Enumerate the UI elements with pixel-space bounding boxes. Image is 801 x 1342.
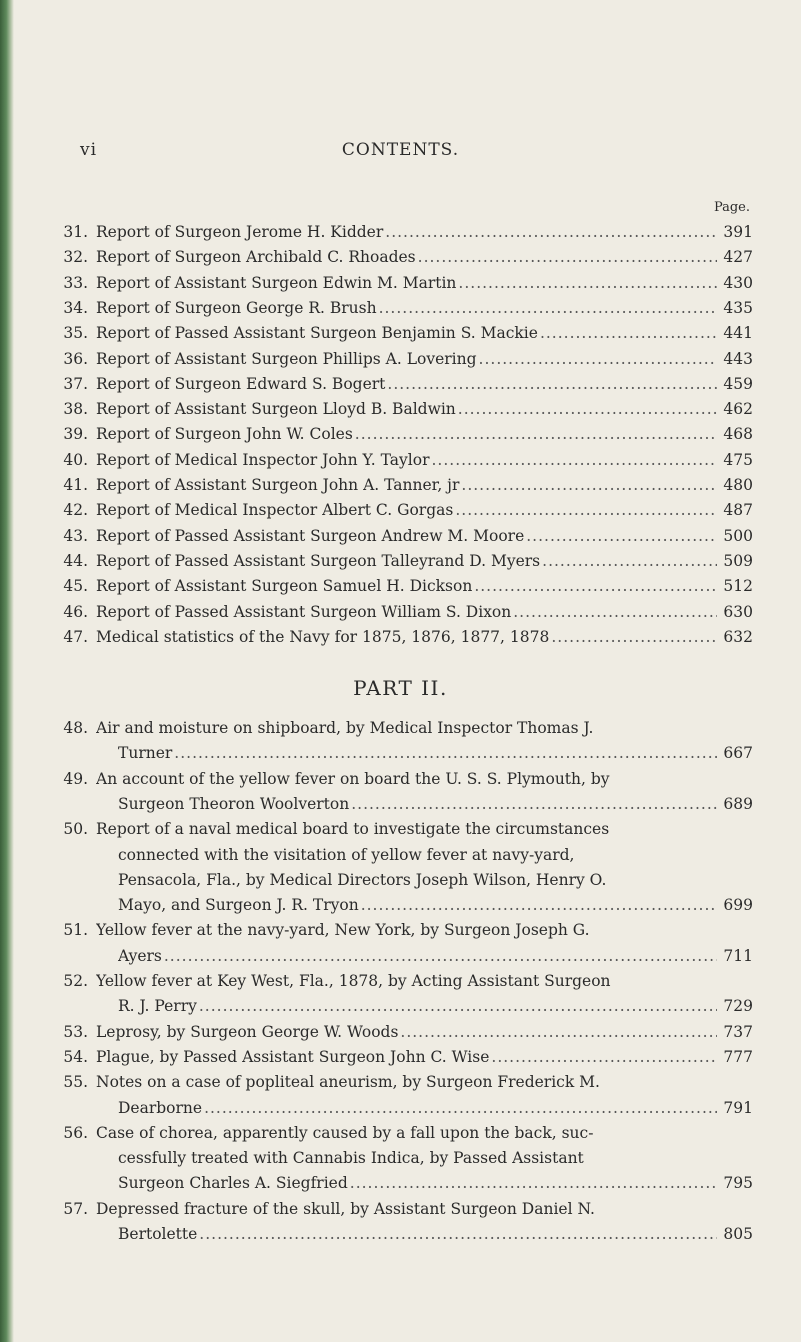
entry-number: 39. [63,425,88,444]
dot-leader [355,422,717,446]
entry-number: 44. [63,551,88,570]
entry-line [96,549,753,573]
part-two-heading: PART II. [353,676,448,700]
entry-number: 34. [63,298,88,317]
entry-number: 50. [63,820,88,839]
dot-leader [540,321,717,345]
entry-page: 459 [723,374,753,393]
entry-page: 632 [723,627,753,646]
entry-page: 427 [723,248,753,267]
dot-leader [164,944,717,968]
entry-title: Plague, by Passed Assistant Surgeon John C. Wise [96,1047,490,1066]
entry-title: Dearborne [118,1098,203,1117]
toc-entry-continuation [0,792,801,816]
entry-title: Report of Surgeon John W. Coles [96,425,353,444]
toc-entry [0,220,801,244]
entry-number: 36. [63,349,88,368]
toc-entry [0,372,801,396]
entry-title: Surgeon Theoron Woolverton [118,794,350,813]
entry-page: 791 [723,1098,753,1117]
toc-entry [0,296,801,320]
toc-entry [0,918,801,942]
entry-line [118,868,753,892]
entry-line [96,574,753,598]
entry-number: 31. [63,223,88,241]
entry-title: Report of Assistant Surgeon Phillips A. Lovering [96,349,477,368]
dot-leader [350,1171,717,1195]
entry-title: Surgeon Charles A. Siegfried [118,1174,348,1193]
entry-title: Ayers [118,946,162,965]
toc-entry [0,1070,801,1094]
entry-page: 441 [723,324,753,343]
entry-page: 689 [723,794,753,813]
entry-title: Pensacola, Fla., by Medical Directors Joseph Wilson, Henry O. [118,870,607,889]
entry-page: 475 [723,450,753,469]
entry-title: Report of Assistant Surgeon John A. Tanner, jr [96,476,460,494]
toc-entry-continuation [0,1146,801,1170]
entry-title: Mayo, and Surgeon J. R. Tryon [118,896,359,915]
entry-line [96,1121,753,1145]
entry-line [96,817,753,841]
entry-title: Depressed fracture of the skull, by Assistant Surgeon Daniel N. [96,1199,595,1218]
dot-leader [455,498,717,522]
entry-title: An account of the yellow fever on board the U. S. S. Plymouth, by [96,769,610,788]
entry-line [96,245,753,269]
entry-number: 41. [63,476,88,494]
entry-number: 55. [63,1073,88,1092]
toc-entry [0,422,801,446]
entry-line [96,716,753,740]
page-column-label: Page. [713,200,750,215]
entry-title: Yellow fever at the navy-yard, New York, by Surgeon Joseph G. [96,921,590,940]
entry-title: Report of Surgeon Jerome H. Kidder [96,223,384,241]
dot-leader [204,1096,717,1120]
toc-entry-continuation [0,1171,801,1195]
entry-number: 57. [63,1199,88,1218]
entry-number: 42. [63,501,88,520]
dot-leader [199,994,717,1018]
toc-entry [0,321,801,345]
entry-title: Report of Passed Assistant Surgeon William S. Dixon [96,602,512,621]
entry-title: Report of Passed Assistant Surgeon Benjamin S. Mackie [96,324,538,343]
entry-title: Report of Surgeon Edward S. Bogert [96,374,386,393]
entry-page: 509 [723,551,753,570]
entry-line [96,1020,753,1044]
dot-leader [431,448,717,472]
entry-line [96,321,753,345]
entry-page: 729 [723,997,753,1016]
entry-page: 391 [723,223,753,241]
entry-title: Report of a naval medical board to investigate the circumstances [96,820,610,839]
entry-page: 630 [723,602,753,621]
dot-leader [174,741,717,765]
entry-line [118,741,753,765]
entry-page: 430 [723,273,753,292]
dot-leader [491,1045,717,1069]
entry-title: Yellow fever at Key West, Fla., 1878, by Acting Assistant Surgeon [96,972,611,990]
dot-leader [400,1020,717,1044]
entry-title: Report of Surgeon Archibald C. Rhoades [96,248,416,267]
toc-entry-continuation [0,741,801,765]
dot-leader [542,549,717,573]
entry-page: 699 [723,896,753,915]
toc-entry [0,549,801,573]
entry-page: 805 [723,1225,753,1243]
page-folio: vi [80,140,98,160]
toc-entry [0,524,801,548]
entry-number: 47. [63,627,88,646]
toc-entry [0,245,801,269]
entry-title: Notes on a case of popliteal aneurism, by Surgeon Frederick M. [96,1073,600,1092]
toc-entry-continuation [0,843,801,867]
entry-number: 40. [63,450,88,469]
entry-page: 777 [723,1047,753,1066]
entry-line [96,498,753,522]
entry-number: 48. [63,719,88,737]
dot-leader [479,347,717,371]
entry-line [118,1146,753,1170]
entry-number: 33. [63,273,88,292]
entry-number: 56. [63,1123,88,1142]
toc-entry [0,1197,801,1221]
toc-entry-continuation [0,868,801,892]
entry-number: 49. [63,769,88,788]
dot-leader [385,220,717,244]
entry-number: 35. [63,324,88,343]
entry-number: 53. [63,1022,88,1041]
toc-entry [0,498,801,522]
entry-page: 435 [723,298,753,317]
entry-title: Report of Medical Inspector John Y. Taylor [96,450,430,469]
entry-title: Report of Medical Inspector Albert C. Gorgas [96,501,454,520]
dot-leader [387,372,717,396]
dot-leader [461,473,717,497]
entry-title: Leprosy, by Surgeon George W. Woods [96,1022,399,1041]
entry-line [118,1171,753,1195]
entry-line [96,372,753,396]
dot-leader [351,792,717,816]
toc-entry [0,448,801,472]
toc-entry-continuation [0,994,801,1018]
entry-page: 711 [723,946,753,965]
dot-leader [551,625,717,649]
dot-leader [474,574,717,598]
entry-page: 480 [723,476,753,494]
entry-line [96,296,753,320]
entry-number: 38. [63,400,88,419]
entry-line [96,1197,753,1221]
entry-page: 500 [723,526,753,545]
entry-page: 667 [723,744,753,763]
entry-line [96,220,753,244]
toc-entry-continuation [0,1222,801,1246]
entry-page: 487 [723,501,753,520]
toc-entry [0,600,801,624]
entry-line [118,792,753,816]
entry-number: 45. [63,577,88,596]
entry-number: 54. [63,1047,88,1066]
entry-line [96,1045,753,1069]
dot-leader [458,397,717,421]
dot-leader [361,893,717,917]
entry-line [118,1222,753,1246]
entry-page: 443 [723,349,753,368]
entry-title: Report of Assistant Surgeon Samuel H. Dickson [96,577,473,596]
entry-title: Air and moisture on shipboard, by Medical Inspector Thomas J. [96,719,594,737]
entry-title: connected with the visitation of yellow fever at navy-yard, [118,845,575,864]
entry-number: 52. [63,972,88,990]
entry-line [96,271,753,295]
entry-title: Medical statistics of the Navy for 1875, 1876, 1877, 1878 [96,627,550,646]
entry-line [96,767,753,791]
toc-entry [0,1121,801,1145]
entry-page: 512 [723,577,753,596]
entry-title: R. J. Perry [118,997,197,1016]
entry-title: Report of Assistant Surgeon Lloyd B. Baldwin [96,400,456,419]
entry-number: 32. [63,248,88,267]
toc-entry-continuation [0,893,801,917]
toc-entry [0,347,801,371]
page-header [0,140,801,170]
entry-title: Case of chorea, apparently caused by a fall upon the back, suc- [96,1123,594,1142]
entry-line [96,969,753,993]
toc-entry [0,625,801,649]
entry-title: Report of Passed Assistant Surgeon Talleyrand D. Myers [96,551,541,570]
toc-entry [0,817,801,841]
toc-entry [0,397,801,421]
entry-line [118,893,753,917]
entry-line [118,843,753,867]
dot-leader [418,245,717,269]
entry-page: 737 [723,1022,753,1041]
entry-line [118,1096,753,1120]
entry-page: 462 [723,400,753,419]
entry-line [96,524,753,548]
entry-line [96,473,753,497]
toc-entry [0,716,801,740]
dot-leader [513,600,717,624]
toc-entry [0,1020,801,1044]
entry-line [96,600,753,624]
entry-line [96,347,753,371]
toc-entry [0,473,801,497]
entry-page: 468 [723,425,753,444]
entry-number: 43. [63,526,88,545]
toc-entry-continuation [0,944,801,968]
toc-entry [0,1045,801,1069]
entry-title: cessfully treated with Cannabis Indica, by Passed Assistant [118,1149,584,1168]
entry-line [96,422,753,446]
toc-entry-continuation [0,1096,801,1120]
toc-entry [0,574,801,598]
dot-leader [458,271,717,295]
entry-number: 51. [63,921,88,940]
dot-leader [379,296,717,320]
entry-number: 46. [63,602,88,621]
entry-line [96,397,753,421]
entry-page: 795 [723,1174,753,1193]
entry-line [96,1070,753,1094]
toc-entry [0,271,801,295]
entry-line [96,918,753,942]
toc-entry [0,969,801,993]
running-title: CONTENTS. [341,140,460,160]
entry-title: Turner [118,744,173,763]
entry-title: Report of Surgeon George R. Brush [96,298,377,317]
entry-line [96,448,753,472]
dot-leader [199,1222,717,1246]
entry-title: Report of Assistant Surgeon Edwin M. Martin [96,273,457,292]
entry-number: 37. [63,374,88,393]
entry-title: Report of Passed Assistant Surgeon Andrew M. Moore [96,526,525,545]
entry-line [96,625,753,649]
dot-leader [526,524,717,548]
entry-line [118,994,753,1018]
entry-title: Bertolette [118,1225,198,1243]
entry-line [118,944,753,968]
toc-entry [0,767,801,791]
